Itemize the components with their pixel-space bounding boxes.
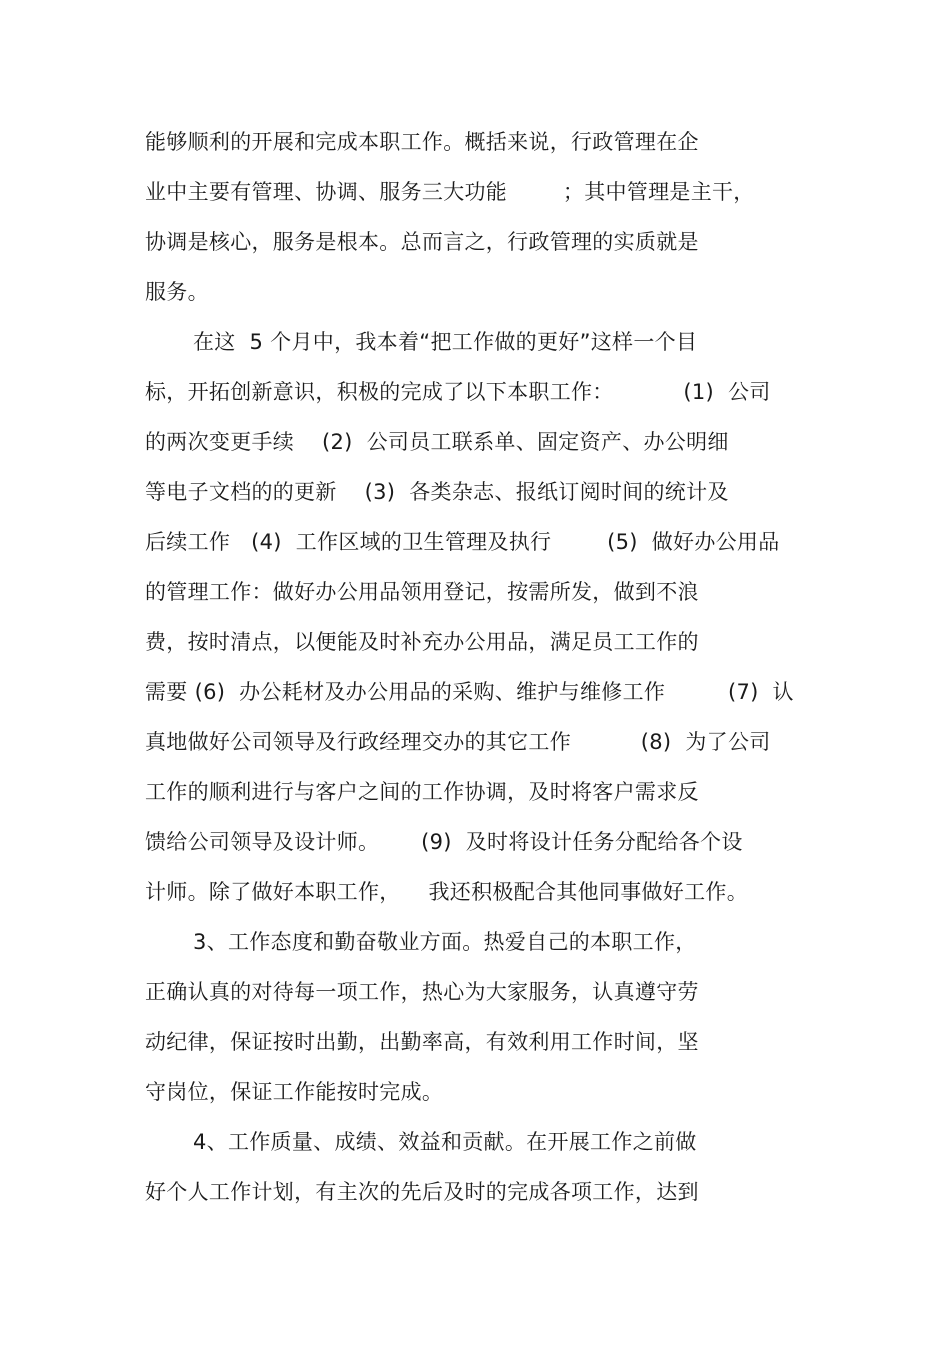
text-line: 动纪律，保证按时出勤，出勤率高，有效利用工作时间，坚 [145, 1030, 699, 1054]
text-line: 正确认真的对待每一项工作，热心为大家服务，认真遵守劳 [145, 980, 699, 1004]
text-line: 真地做好公司领导及行政经理交办的其它工作 (8) 为了公司 [145, 730, 771, 754]
text-line: 等电子文档的的更新 (3) 各类杂志、报纸订阅时间的统计及 [145, 480, 729, 504]
text-line: 在这 5 个月中，我本着“把工作做的更好”这样一个目 [193, 330, 698, 354]
text-line: 守岗位，保证工作能按时完成。 [145, 1080, 444, 1104]
text-line: 工作的顺利进行与客户之间的工作协调，及时将客户需求反 [145, 780, 699, 804]
text-line: 好个人工作计划，有主次的先后及时的完成各项工作，达到 [145, 1180, 699, 1204]
text-line: 协调是核心，服务是根本。总而言之，行政管理的实质就是 [145, 230, 699, 254]
text-line: 的管理工作：做好办公用品领用登记，按需所发，做到不浪 [145, 580, 699, 604]
text-line: 业中主要有管理、协调、服务三大功能 ；其中管理是主干， [145, 180, 755, 204]
text-line: 计师。除了做好本职工作， 我还积极配合其他同事做好工作。 [145, 880, 748, 904]
text-line: 能够顺利的开展和完成本职工作。概括来说，行政管理在企 [145, 130, 699, 154]
text-line: 标，开拓创新意识，积极的完成了以下本职工作： (1) 公司 [145, 380, 771, 404]
text-line: 后续工作 (4) 工作区域的卫生管理及执行 (5) 做好办公用品 [145, 530, 780, 554]
text-line: 需要 (6) 办公耗材及办公用品的采购、维护与维修工作 (7) 认 [145, 680, 794, 704]
text-line: 3、工作态度和勤奋敬业方面。热爱自己的本职工作， [193, 930, 697, 954]
text-line: 费，按时清点，以便能及时补充办公用品，满足员工工作的 [145, 630, 699, 654]
text-line: 服务。 [145, 280, 209, 304]
text-line: 的两次变更手续 (2) 公司员工联系单、固定资产、办公明细 [145, 430, 729, 454]
text-line: 馈给公司领导及设计师。 (9) 及时将设计任务分配给各个设 [145, 830, 743, 854]
text-line: 4、工作质量、成绩、效益和贡献。在开展工作之前做 [193, 1130, 697, 1154]
